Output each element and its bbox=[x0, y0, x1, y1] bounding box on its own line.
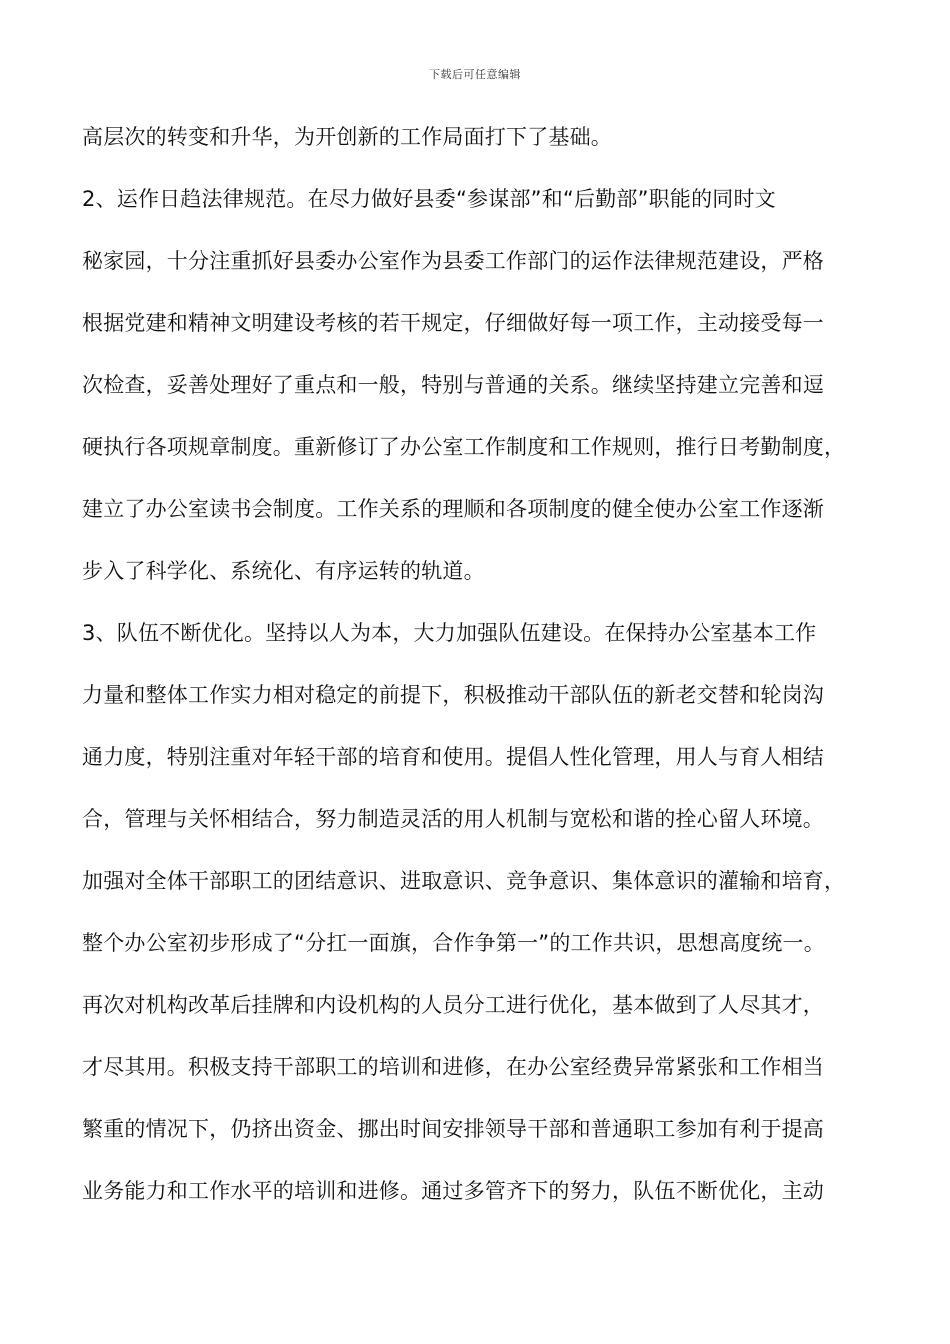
body-line: 秘家园，十分注重抓好县委办公室作为县委工作部门的运作法律规范建设，严格 bbox=[82, 249, 824, 273]
document-body bbox=[82, 117, 882, 1233]
body-line: 次检查，妥善处理好了重点和一般，特别与普通的关系。继续坚持建立完善和逗 bbox=[82, 373, 824, 397]
body-line: 才尽其用。积极支持干部职工的培训和进修，在办公室经费异常紧张和工作相当 bbox=[82, 1055, 824, 1079]
body-line: 建立了办公室读书会制度。工作关系的理顺和各项制度的健全使办公室工作逐渐 bbox=[82, 497, 824, 521]
body-line: 3、队伍不断优化。坚持以人为本，大力加强队伍建设。在保持办公室基本工作 bbox=[82, 621, 817, 645]
page-header: 下载后可任意编辑 bbox=[429, 68, 521, 81]
body-line: 硬执行各项规章制度。重新修订了办公室工作制度和工作规则，推行日考勤制度， bbox=[82, 435, 846, 459]
body-line: 业务能力和工作水平的培训和进修。通过多管齐下的努力，队伍不断优化，主动 bbox=[82, 1179, 824, 1203]
body-line: 力量和整体工作实力相对稳定的前提下，积极推动干部队伍的新老交替和轮岗沟 bbox=[82, 683, 824, 707]
body-line: 加强对全体干部职工的团结意识、进取意识、竞争意识、集体意识的灌输和培育， bbox=[82, 869, 846, 893]
body-line: 繁重的情况下，仍挤出资金、挪出时间安排领导干部和普通职工参加有利于提高 bbox=[82, 1117, 824, 1141]
body-line: 整个办公室初步形成了“分扛一面旗，合作争第一”的工作共识，思想高度统一。 bbox=[82, 931, 825, 955]
body-line: 步入了科学化、系统化、有序运转的轨道。 bbox=[82, 559, 485, 583]
body-line: 高层次的转变和升华，为开创新的工作局面打下了基础。 bbox=[82, 125, 612, 149]
body-line: 根据党建和精神文明建设考核的若干规定，仔细做好每一项工作，主动接受每一 bbox=[82, 311, 824, 335]
body-line: 2、运作日趋法律规范。在尽力做好县委“参谋部”和“后勤部”职能的同时文 bbox=[82, 187, 776, 211]
body-line: 通力度，特别注重对年轻干部的培育和使用。提倡人性化管理，用人与育人相结 bbox=[82, 745, 824, 769]
body-line: 再次对机构改革后挂牌和内设机构的人员分工进行优化，基本做到了人尽其才， bbox=[82, 993, 824, 1017]
body-line: 合，管理与关怀相结合，努力制造灵活的用人机制与宽松和谐的拴心留人环境。 bbox=[82, 807, 824, 831]
